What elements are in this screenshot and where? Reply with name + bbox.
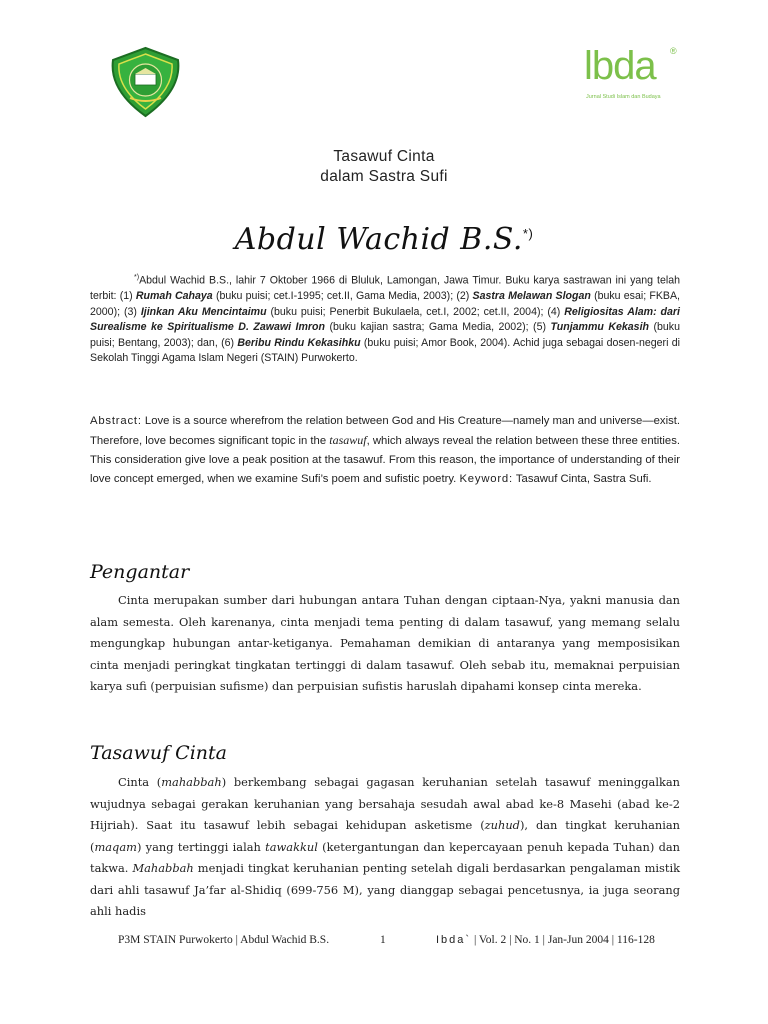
- page-footer: [0, 934, 768, 954]
- paragraph-text: Cinta merupakan sumber dari hubungan antara Tuhan dengan ciptaan-Nya, yakni manusia dan alam semesta. Oleh karenanya, cinta menjadi tema penting di dalam tasawuf, yang memang selalu mengungkap hubungan antar-ketiganya. Pemahaman demikian di antaranya yang memposisikan cinta menjadi peringkat tingkatan tertinggi di dalam tasawuf. Oleh sebab itu, memaknai perpuisian karya sufi (perpuisian sufisme) dan perpuisian sufistis haruslah dipahami konsep cinta mereka.: [90, 593, 680, 693]
- footnote-text: (buku puisi; Amor Book, 2004). Achid juga sebagai dosen-negeri di Sekolah Tinggi Agama Islam Negeri (STAIN) Purwokerto.: [90, 336, 680, 365]
- section-body-tasawuf-cinta: [90, 772, 680, 923]
- keyword-label: Keyword:: [459, 473, 513, 485]
- footnote-text: (buku puisi; Penerbit Bukulaela, cet.I, 2002; cet.II, 2004); (4): [266, 305, 565, 318]
- author-name: [0, 222, 768, 257]
- ibda-wordmark: lbda: [584, 44, 656, 88]
- paragraph-text: ), dan tingkat keruhanian (: [90, 818, 680, 854]
- footnote-marker: *): [134, 274, 140, 281]
- book-title: Ijinkan Aku Mencintaimu: [140, 305, 267, 318]
- institution-emblem-icon: [108, 46, 183, 118]
- footer-source: P3M STAIN Purwokerto | Abdul Wachid B.S.: [118, 934, 330, 946]
- paragraph-text: menjadi tingkat keruhanian penting setelah digali berdasarkan pengalaman mistik dari ahli tasawuf Ja’far al-Shidiq (699-756 M), yang dianggap sebagai pencetusnya, ia juga seorang ahli hadis: [90, 861, 680, 918]
- ibda-tagline: Jurnal Studi Islam dan Budaya: [586, 94, 661, 100]
- paragraph-text: (ketergantungan dan kepercayaan penuh kepada Tuhan) dan takwa.: [90, 839, 680, 875]
- book-title: Religiositas Alam: dari Surealisme ke Spiritualisme D. Zawawi Imron: [90, 305, 680, 334]
- abstract-text: Love is a source wherefrom the relation between God and His Creature—namely man and universe—exist. Therefore, love becomes significant topic in the: [90, 415, 680, 447]
- italic-term: mahabbah: [161, 775, 222, 789]
- section-heading-pengantar: Pengantar: [90, 561, 190, 583]
- page-number: 1: [380, 934, 386, 946]
- italic-term: maqam: [94, 839, 137, 854]
- footnote-text: (buku puisi; cet.I-1995; cet.II, Gama Media, 2003); (2): [212, 290, 473, 303]
- book-title: Tunjammu Kekasih: [550, 321, 649, 334]
- paragraph-text: ) berkembang sebagai gagasan keruhanian setelah tasawuf meninggalkan wujudnya sebagai gerakan keruhanian yang bersahaja sesudah awal abad ke-8 Masehi (abad ke-2 Hijriah). Saat itu tasawuf lebih sebagai kehidupan asketisme (: [90, 775, 680, 832]
- book-title: Sastra Melawan Slogan: [472, 290, 591, 303]
- abstract: [90, 412, 680, 489]
- ibda-logo: [584, 44, 680, 108]
- italic-term: zuhud: [484, 818, 520, 832]
- section-heading-tasawuf-cinta: Tasawuf Cinta: [90, 742, 227, 764]
- footer-journal-name: Ibda`: [436, 934, 472, 946]
- article-title-line2: dalam Sastra Sufi: [320, 168, 448, 185]
- author-footnote: [90, 270, 680, 367]
- book-title: Rumah Cahaya: [135, 290, 213, 303]
- registered-mark: ®: [670, 46, 677, 56]
- footnote-text: (buku puisi; Bentang, 2003); dan, (6): [90, 321, 680, 349]
- paragraph-text: Cinta (: [118, 775, 162, 789]
- book-title: Beribu Rindu Kekasihku: [237, 336, 361, 349]
- keywords: Tasawuf Cinta, Sastra Sufi.: [512, 473, 652, 485]
- section-body-pengantar: [90, 590, 680, 698]
- footnote-text: Abdul Wachid B.S., lahir 7 Oktober 1966 di Bluluk, Lamongan, Jawa Timur. Buku karya sastrawan ini yang telah terbit: (1): [90, 274, 680, 303]
- footnote-text: (buku kajian sastra; Gama Media, 2002); (5): [324, 321, 551, 334]
- paragraph-text: ) yang tertinggi ialah: [136, 839, 266, 854]
- abstract-text: , which always reveal the relation between these three entities. This consideration give love a peak position at the tasawuf. From this reason, the importance of understanding of their love concept emerged, when we examine Sufi’s poem and sufistic poetry.: [90, 435, 680, 485]
- abstract-term: tasawuf: [329, 433, 367, 447]
- abstract-label: Abstract:: [90, 415, 142, 427]
- italic-term: tawakkul: [265, 839, 318, 854]
- article-title-line1: Tasawuf Cinta: [333, 148, 435, 165]
- author-name-text: Abdul Wachid B.S.: [234, 222, 523, 257]
- footer-volume: | Vol. 2 | No. 1 | Jan-Jun 2004 | 116-128: [471, 934, 655, 946]
- author-note-marker: *): [522, 226, 534, 241]
- italic-term: Mahabbah: [132, 861, 194, 875]
- footnote-text: (buku esai; FKBA, 2000); (3): [90, 290, 680, 318]
- footer-journal-info: [436, 934, 655, 946]
